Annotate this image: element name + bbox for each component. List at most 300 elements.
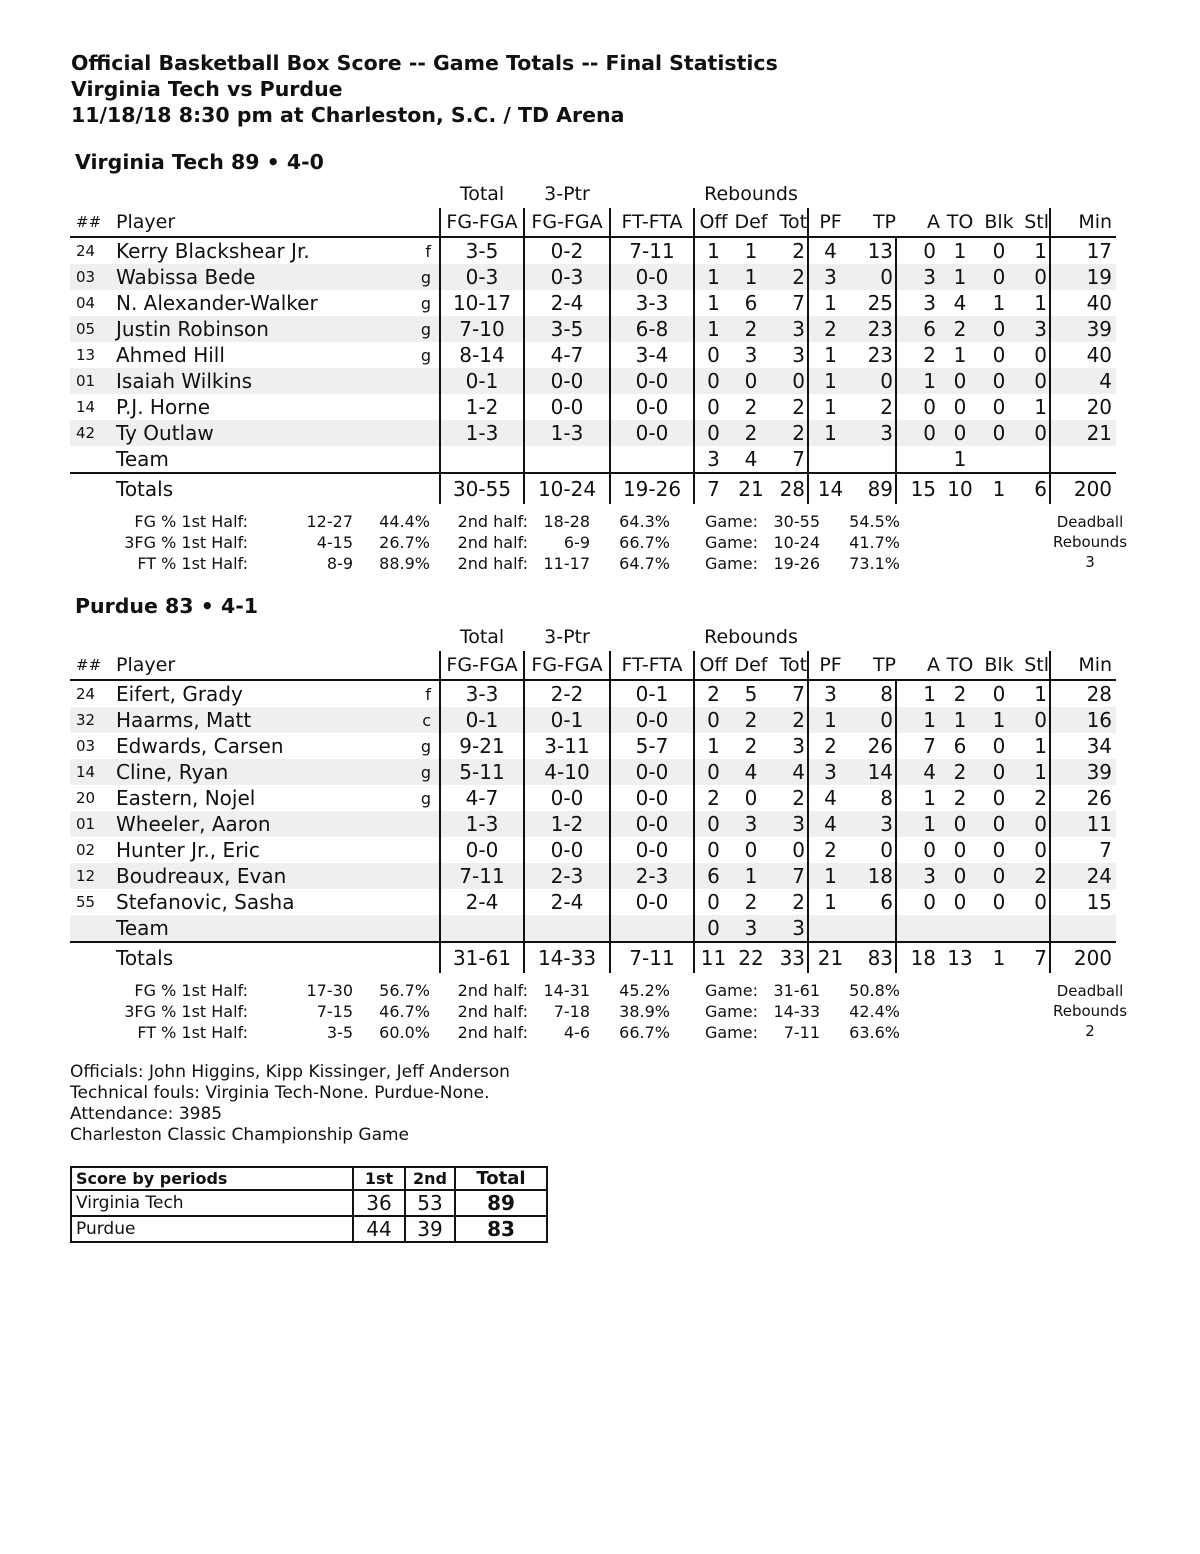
total-rebounds: 2 — [770, 237, 808, 264]
first-half-made-attempted: 3-5 — [326, 1023, 353, 1042]
column-group-header — [70, 623, 1116, 651]
three-pt-fg-fga: 0-2 — [524, 237, 610, 264]
header-tp: TP — [852, 651, 896, 680]
blank-cell — [440, 915, 524, 942]
game-label: Game: — [704, 554, 758, 573]
deadball-rebounds-virginia-tech — [1030, 512, 1150, 572]
total-rebounds: 4 — [770, 759, 808, 785]
ft-fta: 0-0 — [610, 368, 694, 394]
defensive-rebounds: 0 — [732, 368, 770, 394]
second-half-label: 2nd half: — [457, 554, 528, 573]
box-score-table-purdue — [70, 623, 1116, 973]
ft-fta: 3-4 — [610, 342, 694, 368]
totals-def: 21 — [738, 477, 764, 501]
blank-cell — [980, 446, 1018, 473]
player-position: g — [420, 736, 431, 756]
steals: 0 — [1018, 811, 1050, 837]
three-pt-fg-fga: 2-2 — [524, 680, 610, 707]
three-pt-fg-fga: 0-0 — [524, 785, 610, 811]
assists: 1 — [923, 786, 937, 810]
second-half-made-attempted: 6-9 — [563, 533, 590, 552]
totals-minutes: 200 — [1073, 477, 1113, 501]
blank-cell — [70, 446, 116, 473]
pct-row — [70, 1001, 900, 1022]
header-fg: FG-FGA — [440, 208, 524, 237]
box-score-table-virginia-tech — [70, 180, 1116, 504]
periods-label: Score by periods — [71, 1167, 353, 1190]
three-pt-fg-fga: 4-10 — [524, 759, 610, 785]
header-fg: FG-FGA — [440, 651, 524, 680]
rebounds-group-label: Rebounds — [704, 626, 798, 648]
pct-label: FG % 1st Half: — [134, 981, 248, 1000]
blank-cell — [1018, 623, 1050, 651]
defensive-rebounds: 6 — [744, 291, 758, 315]
fg-fga: 3-3 — [440, 680, 524, 707]
defensive-rebounds: 1 — [732, 264, 770, 290]
three-pt-fg-fga: 3-11 — [524, 733, 610, 759]
total-rebounds: 3 — [770, 733, 808, 759]
player-row — [70, 785, 1116, 811]
deadball-l2: Rebounds — [1052, 1002, 1128, 1020]
blank-cell — [610, 623, 694, 651]
periods-team: Virginia Tech — [71, 1190, 353, 1216]
game-pct: 73.1% — [849, 554, 900, 573]
minutes: 39 — [1050, 759, 1116, 785]
player-name: N. Alexander-Walker — [116, 291, 318, 315]
totals-turnovers: 13 — [947, 946, 973, 970]
totals-blocks: 1 — [992, 477, 1006, 501]
three-pt-fg-fga: 0-0 — [524, 837, 610, 863]
assists: 0 — [923, 395, 937, 419]
blank-cell — [116, 180, 410, 208]
steals: 1 — [1018, 733, 1050, 759]
pct-row — [70, 980, 900, 1001]
minutes: 24 — [1050, 863, 1116, 889]
defensive-rebounds: 2 — [744, 395, 758, 419]
rebounds-group-label: Rebounds — [704, 183, 798, 205]
pct-label: FT % 1st Half: — [137, 1023, 248, 1042]
team-defensive-rebounds: 3 — [732, 915, 770, 942]
blank-cell — [70, 623, 116, 651]
game-made-attempted: 31-61 — [773, 981, 820, 1000]
header-3pt: FG-FGA — [524, 208, 610, 237]
minutes: 39 — [1050, 316, 1116, 342]
minutes: 40 — [1086, 343, 1113, 367]
blank-cell — [1050, 915, 1116, 942]
blank-cell — [1018, 180, 1050, 208]
blank-cell — [610, 915, 694, 942]
personal-fouls: 2 — [824, 838, 837, 862]
blank-cell — [1018, 446, 1050, 473]
fg-fga: 3-5 — [440, 237, 524, 264]
personal-fouls: 1 — [808, 707, 852, 733]
three-pt-fg-fga: 0-1 — [524, 707, 610, 733]
offensive-rebounds: 0 — [694, 759, 732, 785]
blank-cell — [70, 942, 116, 973]
assists: 1 — [896, 368, 940, 394]
game-date-location: 11/18/18 8:30 pm at Charleston, S.C. / TD Arena — [71, 103, 625, 127]
fg-fga: 0-3 — [440, 264, 524, 290]
header-number: ## — [70, 208, 116, 237]
game-pct: 41.7% — [849, 533, 900, 552]
player-position: g — [410, 264, 440, 290]
three-pt-fg-fga: 4-7 — [524, 342, 610, 368]
game-pct: 63.6% — [849, 1023, 900, 1042]
turnovers: 0 — [953, 890, 967, 914]
personal-fouls: 4 — [824, 786, 837, 810]
minutes: 7 — [1099, 838, 1113, 862]
defensive-rebounds: 0 — [744, 838, 758, 862]
steals: 1 — [1018, 237, 1050, 264]
turnovers: 0 — [940, 863, 980, 889]
blocks: 0 — [992, 343, 1006, 367]
blocks: 0 — [980, 759, 1018, 785]
total-points: 0 — [852, 707, 896, 733]
header-stl: Stl — [1018, 651, 1050, 680]
three-pt-fg-fga: 0-0 — [524, 394, 610, 420]
total-points: 3 — [852, 420, 896, 446]
shooting-percentages-purdue — [70, 980, 900, 1043]
total-points: 0 — [852, 368, 896, 394]
header-blk: Blk — [980, 651, 1018, 680]
player-row — [70, 863, 1116, 889]
player-row — [70, 759, 1116, 785]
score-by-periods-table — [70, 1166, 548, 1243]
player-position — [410, 368, 440, 394]
first-half-pct: 56.7% — [379, 981, 430, 1000]
header-ft: FT-FTA — [610, 651, 694, 680]
player-name: Ahmed Hill — [116, 343, 225, 367]
defensive-rebounds: 1 — [744, 239, 758, 263]
total-rebounds: 3 — [770, 316, 808, 342]
totals-three-pt: 10-24 — [524, 473, 610, 504]
fg-fga: 0-1 — [440, 707, 524, 733]
blank-cell — [410, 473, 440, 504]
total-points: 23 — [852, 342, 896, 368]
total-points: 14 — [852, 759, 896, 785]
header-off: Off — [694, 651, 732, 680]
blocks: 0 — [992, 239, 1006, 263]
blank-cell — [980, 623, 1018, 651]
header-to: TO — [940, 651, 980, 680]
offensive-rebounds: 2 — [694, 785, 732, 811]
period-1-header: 1st — [353, 1167, 405, 1190]
steals: 2 — [1018, 863, 1050, 889]
header-number: ## — [70, 651, 116, 680]
blocks: 0 — [980, 863, 1018, 889]
player-position — [410, 837, 440, 863]
player-number: 03 — [70, 264, 116, 290]
ft-fta: 0-0 — [610, 394, 694, 420]
ft-fta: 6-8 — [610, 316, 694, 342]
turnovers: 1 — [940, 707, 980, 733]
player-number: 05 — [70, 316, 116, 342]
player-position: f — [425, 684, 431, 704]
three-pointer-group-label: 3-Ptr — [544, 183, 590, 205]
defensive-rebounds: 2 — [732, 316, 770, 342]
player-number: 01 — [70, 368, 116, 394]
blocks: 0 — [992, 682, 1006, 706]
blank-cell — [896, 623, 940, 651]
ft-fta: 0-0 — [610, 420, 694, 446]
blank-cell — [852, 446, 896, 473]
ft-fta: 2-3 — [610, 863, 694, 889]
minutes: 20 — [1086, 395, 1113, 419]
header-to: TO — [940, 208, 980, 237]
assists: 3 — [923, 291, 937, 315]
steals: 0 — [1018, 264, 1050, 290]
player-name: Ty Outlaw — [116, 420, 410, 446]
total-rebounds: 7 — [770, 863, 808, 889]
turnovers: 2 — [940, 759, 980, 785]
player-position — [410, 394, 440, 420]
pct-row — [70, 511, 900, 532]
team-total-rebounds: 7 — [770, 446, 808, 473]
total-rebounds: 2 — [770, 420, 808, 446]
personal-fouls: 1 — [824, 890, 837, 914]
fg-fga: 2-4 — [440, 889, 524, 915]
fg-fga: 10-17 — [440, 290, 524, 316]
total-points: 26 — [852, 733, 896, 759]
deadball-l1: Deadball — [1056, 982, 1124, 1000]
blocks: 0 — [980, 420, 1018, 446]
totals-fg-fga: 31-61 — [440, 942, 524, 973]
ft-fta: 0-0 — [610, 837, 694, 863]
player-row — [70, 264, 1116, 290]
fg-fga: 9-21 — [440, 733, 524, 759]
player-name: Haarms, Matt — [116, 707, 410, 733]
fg-fga: 8-14 — [440, 342, 524, 368]
player-name: Hunter Jr., Eric — [116, 838, 260, 862]
header-a: A — [896, 208, 940, 237]
game-pct: 50.8% — [849, 981, 900, 1000]
totals-assists: 18 — [910, 946, 937, 970]
blank-cell — [410, 942, 440, 973]
player-number: 02 — [76, 841, 96, 859]
turnovers: 0 — [940, 368, 980, 394]
ft-fta: 0-0 — [610, 785, 694, 811]
blocks: 0 — [992, 734, 1006, 758]
steals: 0 — [1018, 342, 1050, 368]
total-points: 18 — [852, 863, 896, 889]
periods-row — [71, 1216, 547, 1242]
personal-fouls: 4 — [824, 239, 837, 263]
first-half-pct: 60.0% — [379, 1023, 430, 1042]
blank-cell — [808, 446, 852, 473]
blank-cell — [524, 915, 610, 942]
pct-label: 3FG % 1st Half: — [124, 1002, 248, 1021]
personal-fouls: 3 — [808, 264, 852, 290]
period-2-score: 39 — [405, 1216, 455, 1242]
second-half-made-attempted: 11-17 — [543, 554, 590, 573]
game-pct: 54.5% — [849, 512, 900, 531]
totals-steals: 7 — [1018, 942, 1050, 973]
total-group-label: Total — [459, 183, 505, 205]
steals: 0 — [1018, 368, 1050, 394]
first-half-pct: 44.4% — [379, 512, 430, 531]
turnovers: 6 — [953, 734, 967, 758]
game-made-attempted: 7-11 — [783, 1023, 820, 1042]
assists: 1 — [896, 811, 940, 837]
player-name: Justin Robinson — [116, 316, 410, 342]
player-row — [70, 707, 1116, 733]
totals-tp: 89 — [852, 473, 896, 504]
steals: 1 — [1018, 394, 1050, 420]
defensive-rebounds: 2 — [732, 707, 770, 733]
blank-cell — [1050, 180, 1116, 208]
fg-fga: 7-11 — [440, 863, 524, 889]
first-half-made-attempted: 12-27 — [306, 512, 353, 531]
total-score: 89 — [455, 1190, 547, 1216]
deadball-v: 2 — [1085, 1022, 1095, 1040]
minutes: 21 — [1050, 420, 1116, 446]
three-pt-fg-fga: 1-3 — [524, 420, 610, 446]
totals-assists: 15 — [910, 477, 937, 501]
blank-cell — [808, 915, 852, 942]
totals-minutes: 200 — [1073, 946, 1113, 970]
player-row — [70, 316, 1116, 342]
column-group-header — [70, 180, 1116, 208]
defensive-rebounds: 2 — [744, 734, 758, 758]
minutes: 40 — [1086, 291, 1113, 315]
blank-cell — [1050, 446, 1116, 473]
steals: 1 — [1018, 759, 1050, 785]
fg-fga: 0-1 — [440, 368, 524, 394]
minutes: 28 — [1086, 682, 1113, 706]
turnovers: 2 — [940, 316, 980, 342]
second-half-pct: 64.3% — [619, 512, 670, 531]
blank-cell — [524, 446, 610, 473]
offensive-rebounds: 0 — [694, 342, 732, 368]
header-player: Player — [116, 208, 410, 237]
assists: 0 — [923, 239, 937, 263]
blank-cell — [610, 180, 694, 208]
fg-fga: 7-10 — [440, 316, 524, 342]
steals: 0 — [1018, 837, 1050, 863]
total-rebounds: 0 — [770, 837, 808, 863]
second-half-label: 2nd half: — [457, 1002, 528, 1021]
assists: 3 — [896, 264, 940, 290]
second-half-made-attempted: 7-18 — [553, 1002, 590, 1021]
player-name: Wabissa Bede — [116, 264, 410, 290]
blank-cell — [410, 446, 440, 473]
three-pointer-group-label: 3-Ptr — [544, 626, 590, 648]
player-number: 13 — [76, 346, 96, 364]
game-made-attempted: 19-26 — [773, 554, 820, 573]
player-row — [70, 837, 1116, 863]
offensive-rebounds: 6 — [694, 863, 732, 889]
defensive-rebounds: 0 — [744, 786, 758, 810]
player-name: P.J. Horne — [116, 395, 211, 419]
assists: 0 — [896, 420, 940, 446]
player-position: g — [410, 316, 440, 342]
defensive-rebounds: 1 — [732, 863, 770, 889]
minutes: 16 — [1050, 707, 1116, 733]
offensive-rebounds: 0 — [694, 811, 732, 837]
player-row — [70, 733, 1116, 759]
three-pt-fg-fga: 0-0 — [524, 368, 610, 394]
shooting-percentages-virginia-tech — [70, 511, 900, 574]
assists: 2 — [923, 343, 937, 367]
blocks: 0 — [980, 264, 1018, 290]
player-position: g — [410, 759, 440, 785]
minutes: 19 — [1050, 264, 1116, 290]
game-label: Game: — [704, 1002, 758, 1021]
turnovers: 2 — [953, 682, 967, 706]
team-offensive-rebounds: 0 — [694, 915, 732, 942]
fg-fga: 5-11 — [440, 759, 524, 785]
totals-turnovers: 10 — [947, 477, 973, 501]
personal-fouls: 1 — [808, 368, 852, 394]
team-total-rebounds: 3 — [770, 915, 808, 942]
defensive-rebounds: 5 — [744, 682, 758, 706]
three-pt-fg-fga: 2-3 — [524, 863, 610, 889]
defensive-rebounds: 3 — [732, 811, 770, 837]
turnovers: 0 — [953, 838, 967, 862]
player-position: g — [420, 345, 431, 365]
fg-fga: 1-3 — [440, 420, 524, 446]
report-title: Official Basketball Box Score -- Game Totals -- Final Statistics — [71, 51, 778, 75]
assists: 7 — [923, 734, 937, 758]
minutes: 4 — [1050, 368, 1116, 394]
deadball-l1: Deadball — [1056, 513, 1124, 531]
blank-cell — [1050, 623, 1116, 651]
ft-fta: 7-11 — [610, 237, 694, 264]
blank-cell — [808, 180, 852, 208]
player-position: c — [410, 707, 440, 733]
total-rebounds: 2 — [770, 889, 808, 915]
total-points: 6 — [852, 889, 896, 915]
blocks: 0 — [992, 395, 1006, 419]
total-rebounds: 2 — [770, 785, 808, 811]
header-tot: Tot — [770, 651, 808, 680]
game-made-attempted: 30-55 — [773, 512, 820, 531]
player-number: 14 — [70, 759, 116, 785]
total-points: 2 — [852, 394, 896, 420]
player-row — [70, 368, 1116, 394]
team-defensive-rebounds: 4 — [732, 446, 770, 473]
game-pct: 42.4% — [849, 1002, 900, 1021]
steals: 2 — [1018, 785, 1050, 811]
turnovers: 0 — [940, 811, 980, 837]
defensive-rebounds: 2 — [744, 890, 758, 914]
assists: 0 — [923, 838, 937, 862]
first-half-pct: 46.7% — [379, 1002, 430, 1021]
player-name: Isaiah Wilkins — [116, 368, 410, 394]
second-half-label: 2nd half: — [457, 512, 528, 531]
blocks: 0 — [980, 368, 1018, 394]
turnovers: 1 — [940, 264, 980, 290]
steals: 1 — [1018, 290, 1050, 316]
personal-fouls: 2 — [824, 734, 837, 758]
offensive-rebounds: 0 — [694, 394, 732, 420]
deadball-l2: Rebounds — [1052, 533, 1128, 551]
assists: 1 — [923, 682, 937, 706]
player-number: 04 — [76, 294, 96, 312]
total-points: 3 — [852, 811, 896, 837]
game-label: Game: — [704, 1023, 758, 1042]
player-position: g — [420, 788, 431, 808]
pct-label: FG % 1st Half: — [134, 512, 248, 531]
periods-header-row — [71, 1167, 547, 1190]
three-pt-fg-fga: 1-2 — [524, 811, 610, 837]
periods-row — [71, 1190, 547, 1216]
blank-cell — [940, 180, 980, 208]
header-def: Def — [732, 208, 770, 237]
game-label: Game: — [704, 512, 758, 531]
player-number: 42 — [70, 420, 116, 446]
blocks: 0 — [980, 811, 1018, 837]
